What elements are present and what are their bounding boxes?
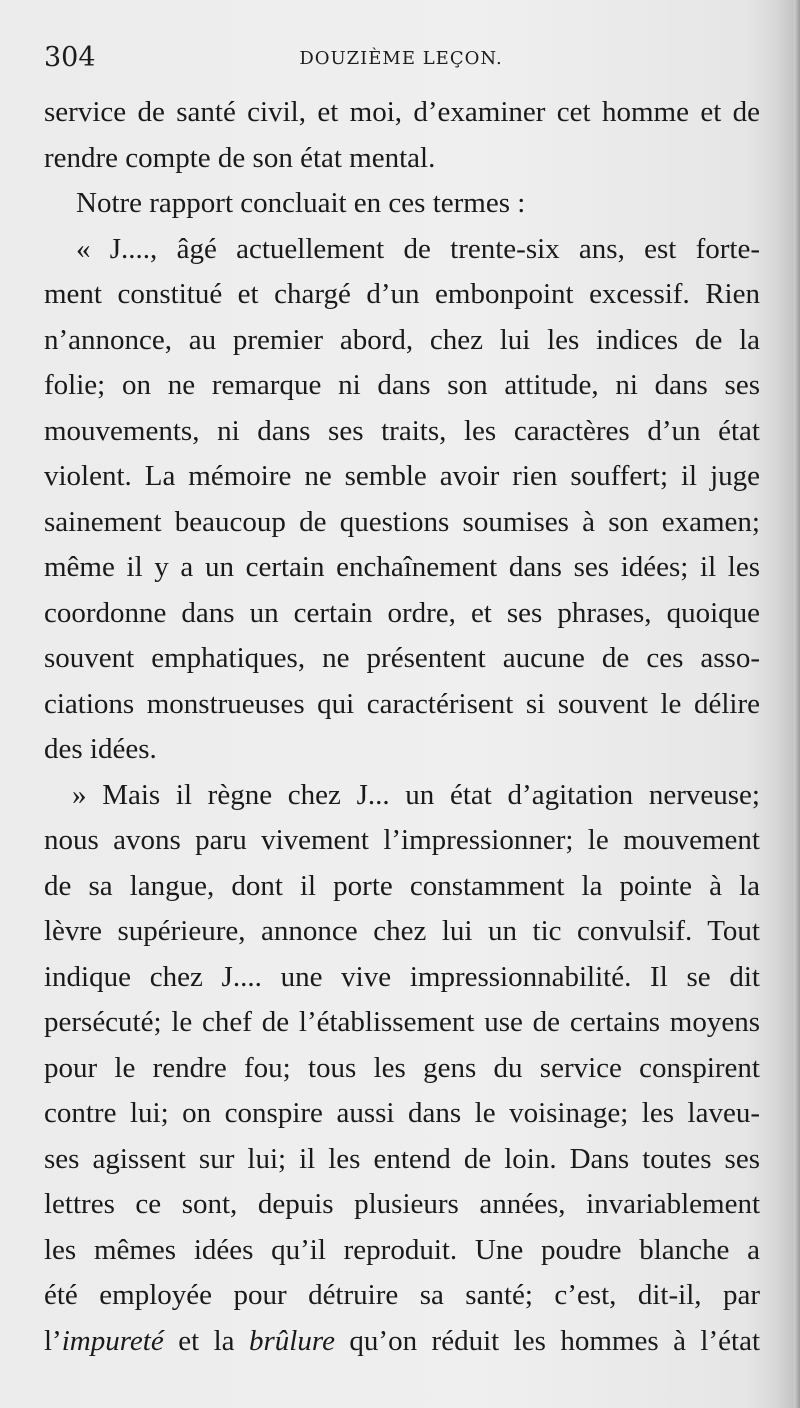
- text-line: persécuté; le chef de l’établissement use de certains moyens: [44, 1006, 760, 1038]
- page-header: [44, 42, 758, 82]
- text-line-last: [44, 1319, 760, 1365]
- text-line: folie; on ne remarque ni dans son attitude, ni dans ses: [44, 369, 760, 401]
- text-line: indique chez J.... une vive impressionnabilité. Il se dit: [44, 960, 760, 993]
- text-line: Notre rapport concluait en ces termes :: [76, 187, 526, 219]
- text-line: même il y a un certain enchaînement dans ses idées; il les: [44, 551, 760, 583]
- text-line: coordonne dans un certain ordre, et ses phrases, quoique: [44, 596, 760, 629]
- text-line: des idées.: [44, 733, 157, 765]
- text-line: sainement beaucoup de questions soumises à son examen;: [44, 505, 760, 538]
- text-segment: l’: [44, 1324, 62, 1357]
- italic-word: brûlure: [249, 1324, 335, 1357]
- text-line: souvent emphatiques, ne présentent aucune de ces asso-: [44, 642, 760, 674]
- running-head: DOUZIÈME LEÇON.: [299, 48, 503, 69]
- text-line: pour le rendre fou; tous les gens du service conspirent: [44, 1051, 760, 1084]
- text-line: service de santé civil, et moi, d’examiner cet homme et de: [44, 96, 760, 128]
- text-line: été employée pour détruire sa santé; c’est, dit-il, par: [44, 1279, 760, 1311]
- body-text: [44, 90, 760, 1364]
- text-line: mouvements, ni dans ses traits, les caractères d’un état: [44, 414, 760, 447]
- text-line: ment constitué et chargé d’un embonpoint excessif. Rien: [44, 278, 760, 310]
- text-line: » Mais il règne chez J... un état d’agitation nerveuse;: [72, 778, 760, 811]
- text-line: lettres ce sont, depuis plusieurs années, invariablement: [44, 1188, 760, 1220]
- text-line: lèvre supérieure, annonce chez lui un tic convulsif. Tout: [44, 915, 760, 947]
- text-line: les mêmes idées qu’il reproduit. Une poudre blanche a: [44, 1233, 760, 1266]
- text-line: ciations monstrueuses qui caractérisent si souvent le délire: [44, 687, 760, 720]
- text-segment: et la: [163, 1324, 250, 1357]
- page-number: 304: [44, 42, 96, 73]
- text-line: rendre compte de son état mental.: [44, 141, 436, 174]
- text-line: contre lui; on conspire aussi dans le voisinage; les laveu-: [44, 1097, 760, 1129]
- text-line: « J...., âgé actuellement de trente-six ans, est forte-: [76, 232, 760, 265]
- text-line: violent. La mémoire ne semble avoir rien souffert; il juge: [44, 460, 760, 492]
- text-segment: qu’on réduit les hommes à l’état: [334, 1324, 761, 1357]
- text-line: ses agissent sur lui; il les entend de loin. Dans toutes ses: [44, 1142, 760, 1175]
- text-line: n’annonce, au premier abord, chez lui les indices de la: [44, 323, 760, 356]
- text-line: nous avons paru vivement l’impressionner; le mouvement: [44, 824, 760, 856]
- text-line: de sa langue, dont il porte constamment la pointe à la: [44, 869, 760, 902]
- italic-word: impureté: [61, 1324, 164, 1357]
- page-edge-shadow: [794, 0, 800, 1408]
